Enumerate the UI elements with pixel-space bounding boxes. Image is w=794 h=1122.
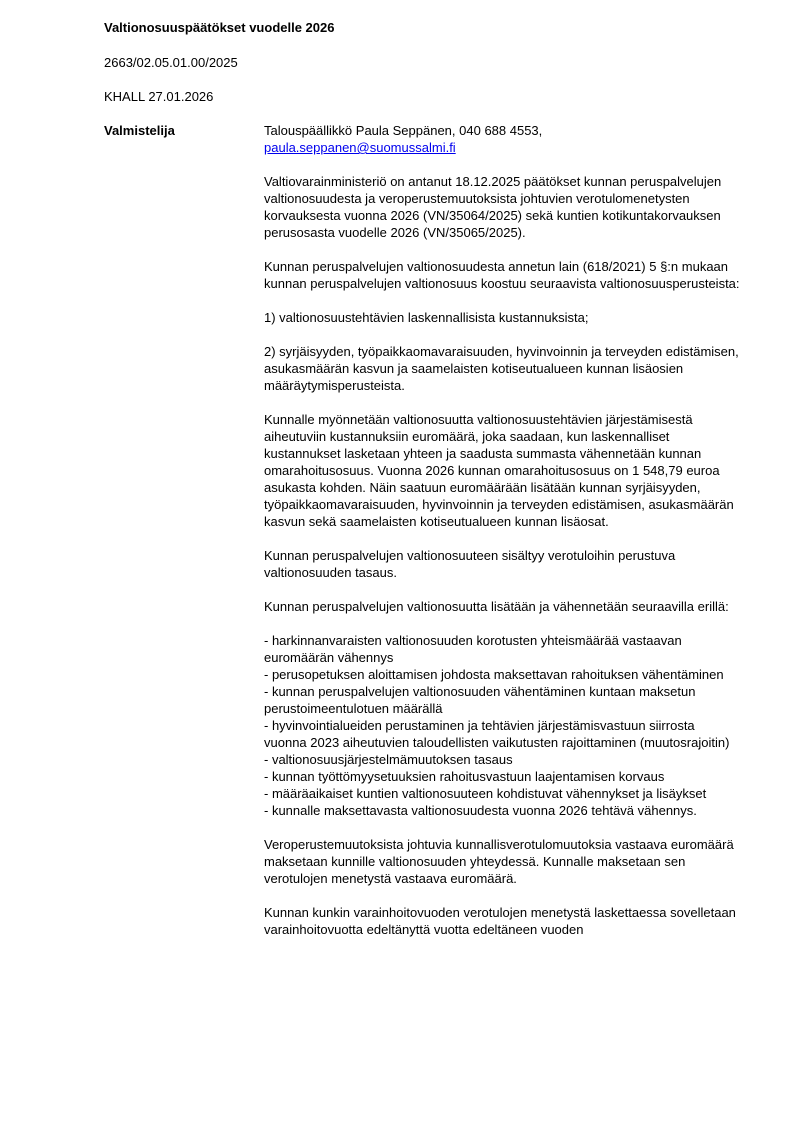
adjustments-list <box>264 632 740 819</box>
list-item: - kunnalle maksettavasta valtionosuudesta vuonna 2026 tehtävä vähennys. <box>264 803 697 818</box>
preparer-email-paragraph <box>264 139 740 156</box>
paragraph-item-1: 1) valtionosuustehtävien laskennallisista kustannuksista; <box>264 310 589 325</box>
list-item: - kunnan peruspalvelujen valtionosuuden vähentäminen kuntaan maksetun perustoimeentulotuen määrällä <box>264 684 696 716</box>
paragraph-equalization: Kunnan peruspalvelujen valtionosuuteen sisältyy verotuloihin perustuva valtionosuuden tasaus. <box>264 548 676 580</box>
paragraph-law: Kunnan peruspalvelujen valtionosuudesta annetun lain (618/2021) 5 §:n mukaan kunnan peruspalvelujen valtionosuus koostuu seuraavista valtionosuusperusteista: <box>264 259 740 291</box>
list-item: - määräaikaiset kuntien valtionosuuteen kohdistuvat vähennykset ja lisäykset <box>264 786 707 801</box>
preparer-line: Talouspäällikkö Paula Seppänen, 040 688 4553, <box>264 123 543 138</box>
meeting-info: KHALL 27.01.2026 <box>104 89 214 104</box>
list-item: - perusopetuksen aloittamisen johdosta maksettavan rahoituksen vähentäminen <box>264 667 724 682</box>
paragraph-funding: Kunnalle myönnetään valtionosuutta valtionosuustehtävien järjestämisestä aiheutuviin kustannuksiin euromäärä, joka saadaan, kun laskennalliset kustannukset lasketaan yhteen ja saadusta summasta vähennetään kunnan omarahoitusosuus. Vuonna 2026 kunnan omarahoitusosuus on 1 548,79 euroa asukasta kohden. Näin saatuun euromäärään lisätään kunnan syrjäisyyden, työpaikkaomavaraisuuden, hyvinvoinnin ja terveyden edistämisen, asukasmäärän kasvun sekä saamelaisten kotiseutualueen kunnan lisäosat. <box>264 412 734 529</box>
document-content <box>264 122 740 955</box>
preparer-email-link[interactable]: paula.seppanen@suomussalmi.fi <box>264 140 456 155</box>
list-item: - kunnan työttömyysetuuksien rahoitusvastuun laajentamisen korvaus <box>264 769 665 784</box>
paragraph-decision: Valtiovarainministeriö on antanut 18.12.2025 päätökset kunnan peruspalvelujen valtionosuudesta ja veroperustemuutoksista johtuvien verotulomenetysten korvauksesta vuonna 2026 (VN/35064/2025) sekä kuntien kotikuntakorvauksen perusosasta vuodelle 2026 (VN/35065/2025). <box>264 174 722 240</box>
paragraph-item-2: 2) syrjäisyyden, työpaikkaomavaraisuuden, hyvinvoinnin ja terveyden edistämisen, asukasmäärän kasvun ja saamelaisten kotiseutualueen kunnan lisäosien määräytymisperusteista. <box>264 344 739 393</box>
preparer-label: Valmistelija <box>104 123 175 138</box>
paragraph-tax-calculation: Kunnan kunkin varainhoitovuoden verotulojen menetystä laskettaessa sovelletaan varainhoitovuotta edeltänyttä vuotta edeltäneen vuoden <box>264 905 736 937</box>
paragraph-tax-compensation: Veroperustemuutoksista johtuvia kunnallisverotulomuutoksia vastaava euromäärä maksetaan kunnille valtionosuuden yhteydessä. Kunnalle maksetaan sen verotulojen menetystä vastaava euromäärä. <box>264 837 734 886</box>
document-reference: 2663/02.05.01.00/2025 <box>104 55 238 70</box>
document-title: Valtionosuuspäätökset vuodelle 2026 <box>104 20 335 35</box>
list-item: - harkinnanvaraisten valtionosuuden korotusten yhteismäärää vastaavan euromäärän vähennys <box>264 633 682 665</box>
list-item: - hyvinvointialueiden perustaminen ja tehtävien järjestämisvastuun siirrosta vuonna 2023 aiheutuvien taloudellisten vaikutusten rajoittaminen (muutosrajoitin) <box>264 718 730 750</box>
paragraph-adjustments-intro: Kunnan peruspalvelujen valtionosuutta lisätään ja vähennetään seuraavilla erillä: <box>264 599 729 614</box>
list-item: - valtionosuusjärjestelmämuutoksen tasaus <box>264 752 513 767</box>
